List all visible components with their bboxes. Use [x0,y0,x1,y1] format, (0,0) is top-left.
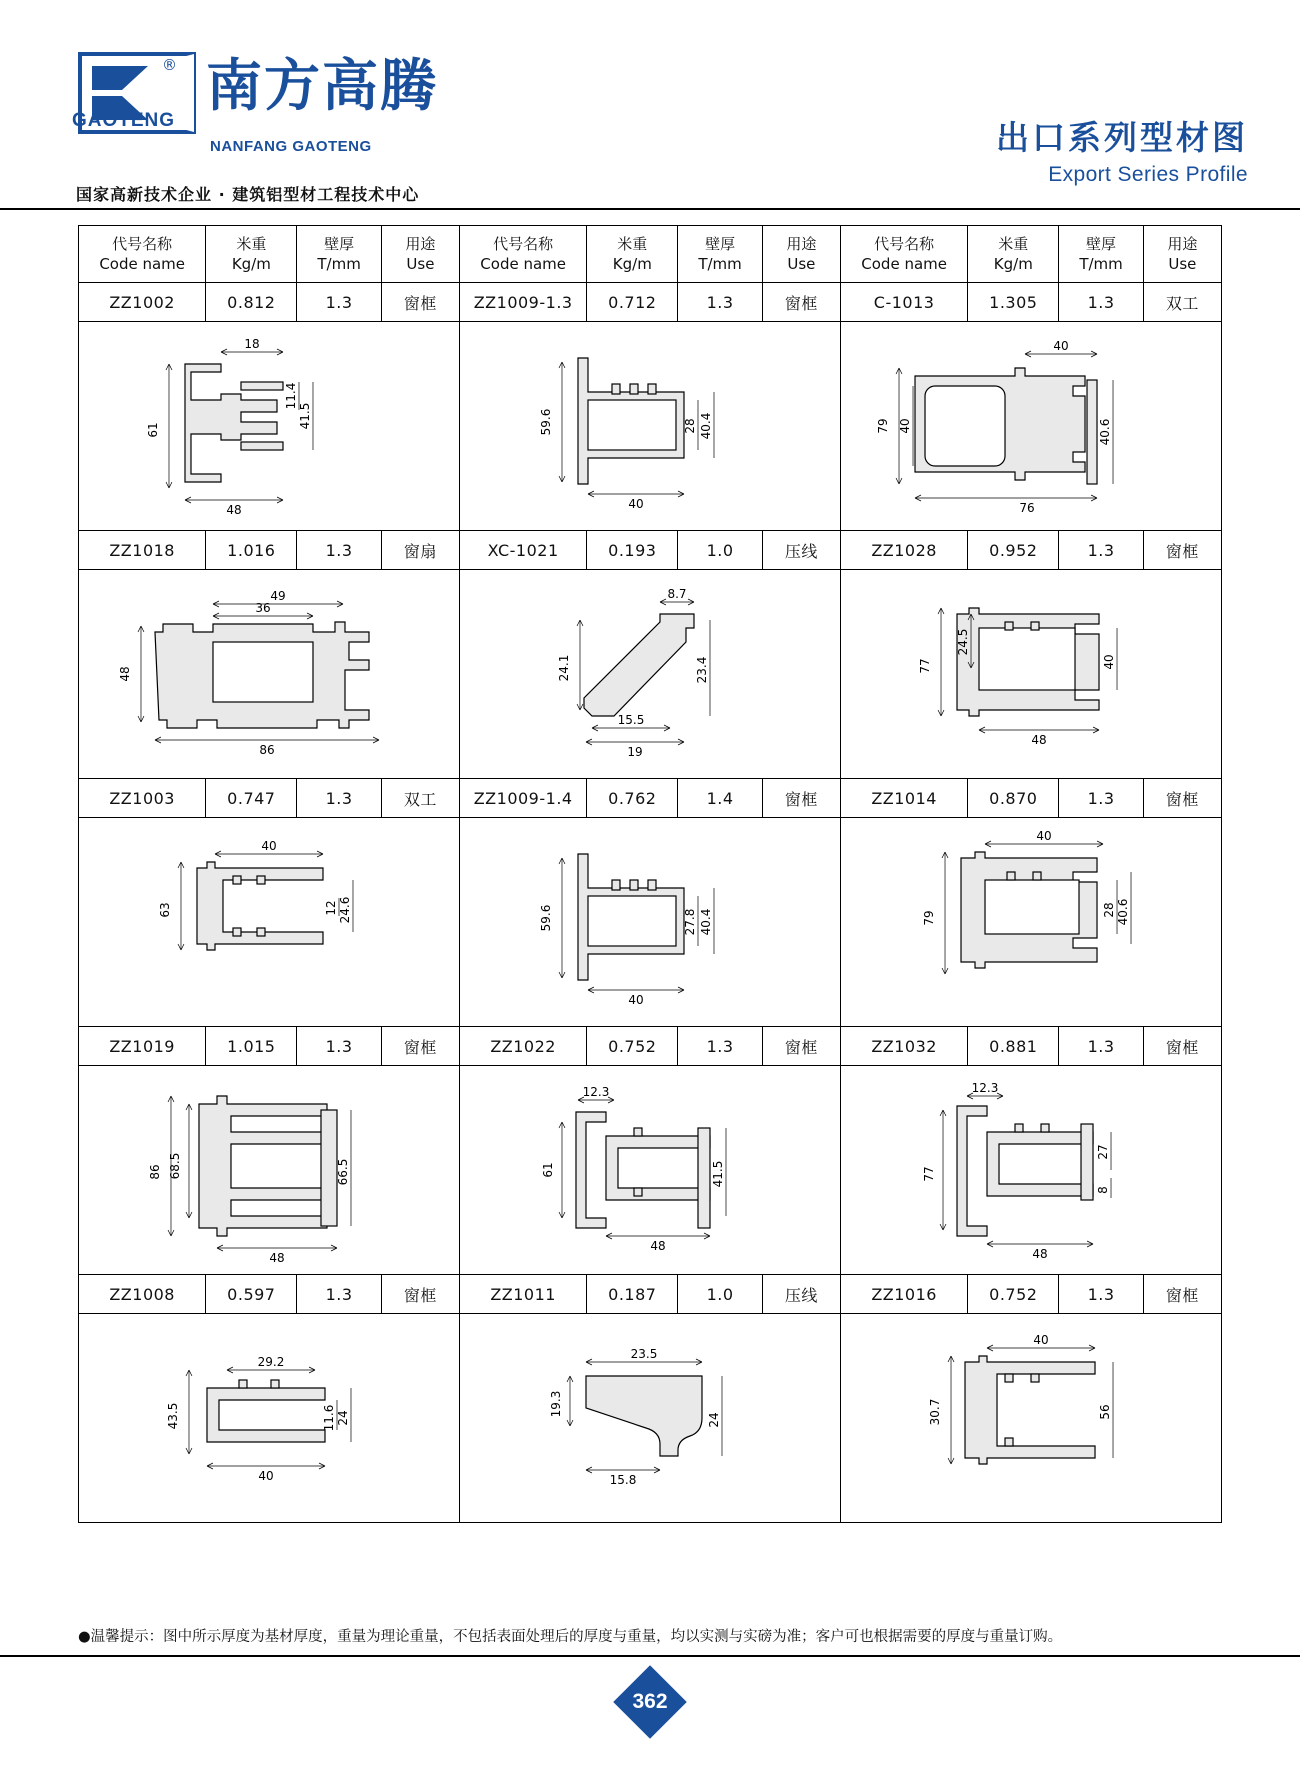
svg-text:24: 24 [335,1410,350,1426]
cell-use: 窗框 [1143,531,1221,570]
cell-weight: 1.305 [968,283,1059,322]
cell-use: 窗框 [1143,1027,1221,1066]
drawing-row [79,818,1222,1027]
svg-text:24.6: 24.6 [337,896,352,924]
cell-thickness: 1.3 [678,1027,763,1066]
profile-drawing-zz1022 [459,1066,840,1275]
profile-drawing-zz1014 [840,818,1221,1027]
svg-text:41.5: 41.5 [710,1160,725,1188]
svg-text:40: 40 [1033,1333,1049,1347]
cell-code: ZZ1009-1.4 [459,779,586,818]
cell-use: 窗框 [1143,779,1221,818]
cell-weight: 0.193 [587,531,678,570]
svg-text:79: 79 [921,910,936,926]
profile-drawing-zz1008 [79,1314,460,1523]
svg-text:19.3: 19.3 [548,1390,563,1418]
cell-weight: 0.812 [206,283,297,322]
svg-text:11.4: 11.4 [283,382,298,410]
svg-text:56: 56 [1097,1404,1112,1420]
svg-text:®: ® [162,56,177,74]
cell-thickness: 1.4 [678,779,763,818]
header-thickness: 壁厚 T/mm [678,226,763,283]
svg-text:61: 61 [145,422,160,438]
cell-thickness: 1.3 [678,283,763,322]
page-title-english: Export Series Profile [1048,163,1248,186]
page-title: 出口系列型材图 [996,118,1248,157]
svg-text:23.4: 23.4 [694,656,709,684]
cell-code: ZZ1019 [79,1027,206,1066]
cell-weight: 1.015 [206,1027,297,1066]
svg-text:11.6: 11.6 [321,1404,336,1432]
svg-text:48: 48 [226,503,242,517]
cell-use: 双工 [1143,283,1221,322]
svg-text:40.6: 40.6 [1115,898,1130,926]
header-code-name: 代号名称 Code name [459,226,586,283]
svg-text:27.8: 27.8 [682,908,697,936]
svg-text:12.3: 12.3 [582,1085,610,1099]
cell-weight: 0.752 [587,1027,678,1066]
logo-english-subtitle: NANFANG GAOTENG [210,138,372,155]
profile-drawing-zz1019 [79,1066,460,1275]
cell-thickness: 1.0 [678,1275,763,1314]
cell-thickness: 1.3 [1059,1027,1144,1066]
cell-thickness: 1.3 [297,779,382,818]
svg-text:48: 48 [117,666,132,682]
header-code-name: 代号名称 Code name [840,226,967,283]
svg-text:8: 8 [1095,1186,1110,1194]
cell-code: ZZ1008 [79,1275,206,1314]
svg-text:40: 40 [1036,829,1052,843]
svg-text:40: 40 [261,839,277,853]
profile-drawing-zz1009-14 [459,818,840,1027]
svg-text:77: 77 [917,658,932,674]
profile-drawing-zz1003 [79,818,460,1027]
cell-use: 窗扇 [381,531,459,570]
profile-drawing-zz1032 [840,1066,1221,1275]
svg-text:59.6: 59.6 [538,904,553,932]
cell-use: 压线 [762,531,840,570]
footer-divider [0,1655,1300,1657]
profile-drawing-zz1016 [840,1314,1221,1523]
svg-text:49: 49 [270,589,286,603]
svg-text:40.4: 40.4 [698,908,713,936]
svg-text:27: 27 [1095,1144,1110,1160]
table-row [79,1275,1222,1314]
cell-code: ZZ1028 [840,531,967,570]
cell-weight: 0.597 [206,1275,297,1314]
header-thickness: 壁厚 T/mm [1059,226,1144,283]
svg-text:48: 48 [269,1251,285,1265]
svg-text:15.5: 15.5 [617,713,645,727]
svg-text:61: 61 [540,1162,555,1178]
header-weight: 米重 Kg/m [587,226,678,283]
cell-use: 窗框 [1143,1275,1221,1314]
cell-thickness: 1.3 [1059,531,1144,570]
cell-code: ZZ1009-1.3 [459,283,586,322]
cell-code: ZZ1032 [840,1027,967,1066]
svg-text:18: 18 [244,337,260,351]
cell-use: 窗框 [762,283,840,322]
table-row [79,283,1222,322]
drawing-row [79,1314,1222,1523]
svg-text:8.7: 8.7 [667,587,687,601]
cell-use: 压线 [762,1275,840,1314]
header-use: 用途 Use [1143,226,1221,283]
svg-text:40: 40 [1053,339,1069,353]
cell-use: 窗框 [381,1275,459,1314]
cell-weight: 0.747 [206,779,297,818]
page-number-text: 362 [632,1690,668,1713]
svg-text:43.5: 43.5 [165,1402,180,1430]
svg-text:48: 48 [650,1239,666,1253]
header-thickness: 壁厚 T/mm [297,226,382,283]
svg-text:77: 77 [921,1166,936,1182]
profile-drawing-zz1011 [459,1314,840,1523]
cell-thickness: 1.3 [1059,283,1144,322]
svg-text:24.5: 24.5 [955,628,970,656]
svg-text:63: 63 [157,902,172,918]
svg-text:28: 28 [682,418,697,434]
drawing-row [79,1066,1222,1275]
svg-text:76: 76 [1019,501,1035,515]
svg-text:15.8: 15.8 [609,1473,637,1487]
cell-code: ZZ1011 [459,1275,586,1314]
svg-text:29.2: 29.2 [257,1355,285,1369]
cell-use: 窗框 [762,779,840,818]
profile-table [78,225,1222,1523]
drawing-row [79,570,1222,779]
cell-weight: 0.712 [587,283,678,322]
profile-drawing-zz1002 [79,322,460,531]
profile-drawing-zz1028 [840,570,1221,779]
cell-weight: 1.016 [206,531,297,570]
svg-text:79: 79 [875,418,890,434]
cell-use: 双工 [381,779,459,818]
cell-code: ZZ1002 [79,283,206,322]
svg-text:86: 86 [259,743,275,757]
svg-text:12: 12 [323,900,338,916]
table-row [79,1027,1222,1066]
cell-use: 窗框 [381,283,459,322]
svg-text:48: 48 [1032,1247,1048,1261]
cell-thickness: 1.3 [297,531,382,570]
svg-text:19: 19 [627,745,643,759]
cell-thickness: 1.3 [297,283,382,322]
svg-text:40: 40 [628,497,644,511]
table-row [79,531,1222,570]
header-divider [0,208,1300,210]
svg-text:40: 40 [628,993,644,1007]
company-tagline: 国家高新技术企业 · 建筑铝型材工程技术中心 [76,185,420,204]
cell-use: 窗框 [762,1027,840,1066]
cell-code: ZZ1016 [840,1275,967,1314]
cell-thickness: 1.3 [1059,779,1144,818]
cell-code: ZZ1003 [79,779,206,818]
profile-drawing-xc-1021 [459,570,840,779]
svg-text:66.5: 66.5 [335,1158,350,1186]
page-number [624,1676,676,1728]
svg-text:86: 86 [147,1164,162,1180]
page-header [0,0,1300,205]
drawing-row [79,322,1222,531]
svg-text:36: 36 [255,601,271,615]
svg-text:40.6: 40.6 [1097,418,1112,446]
profile-drawing-zz1009-13 [459,322,840,531]
svg-text:40: 40 [1101,654,1116,670]
cell-code: XC-1021 [459,531,586,570]
svg-text:30.7: 30.7 [927,1398,942,1426]
header-code-name: 代号名称 Code name [79,226,206,283]
svg-text:24.1: 24.1 [556,654,571,682]
header-use: 用途 Use [381,226,459,283]
cell-weight: 0.870 [968,779,1059,818]
table-row [79,779,1222,818]
svg-text:23.5: 23.5 [630,1347,658,1361]
cell-weight: 0.187 [587,1275,678,1314]
cell-use: 窗框 [381,1027,459,1066]
cell-weight: 0.752 [968,1275,1059,1314]
cell-thickness: 1.3 [297,1027,382,1066]
svg-text:24: 24 [706,1412,721,1428]
table-header-row [79,226,1222,283]
cell-code: ZZ1018 [79,531,206,570]
cell-weight: 0.881 [968,1027,1059,1066]
svg-text:59.6: 59.6 [538,408,553,436]
profile-drawing-zz1018 [79,570,460,779]
footer-note: ●温馨提示：图中所示厚度为基材厚度，重量为理论重量，不包括表面处理后的厚度与重量，均以实测与实磅为准；客户可也根据需要的厚度与重量订购。 [78,1629,1063,1645]
header-weight: 米重 Kg/m [968,226,1059,283]
svg-text:48: 48 [1031,733,1047,747]
cell-code: ZZ1022 [459,1027,586,1066]
cell-thickness: 1.3 [297,1275,382,1314]
svg-text:41.5: 41.5 [297,402,312,430]
cell-code: ZZ1014 [840,779,967,818]
svg-text:12.3: 12.3 [971,1081,999,1095]
header-weight: 米重 Kg/m [206,226,297,283]
logo-english-name: GAOTENG [72,110,176,131]
header-use: 用途 Use [762,226,840,283]
cell-weight: 0.762 [587,779,678,818]
svg-text:28: 28 [1101,902,1116,918]
cell-code: C-1013 [840,283,967,322]
cell-weight: 0.952 [968,531,1059,570]
cell-thickness: 1.3 [1059,1275,1144,1314]
svg-text:40.4: 40.4 [698,412,713,440]
svg-text:68.5: 68.5 [167,1152,182,1180]
svg-text:40: 40 [258,1469,274,1483]
cell-thickness: 1.0 [678,531,763,570]
svg-text:40: 40 [897,418,912,434]
logo-chinese-name: 南方高腾 [206,54,438,119]
profile-drawing-c-1013 [840,322,1221,531]
